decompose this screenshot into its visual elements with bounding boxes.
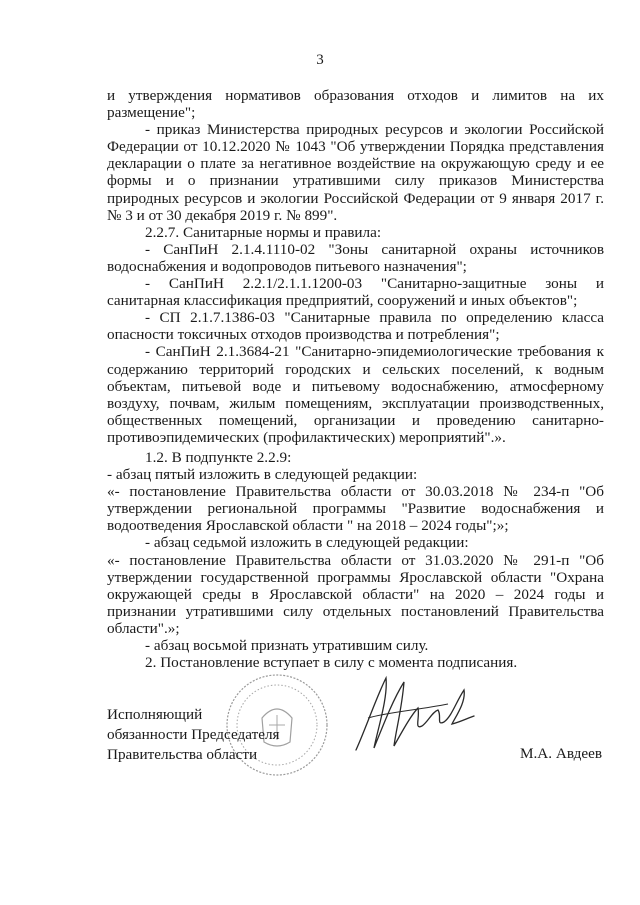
paragraph-12: «- постановление Правительства области от 31.03.2020 № 291-п "Об утверждении государственной программы Ярославской области "Охрана окружающей среды в Ярославской области" на 2020 – 2024 годы и признании утратившими силу отдельных постановлений Правительства области".»;: [107, 551, 604, 637]
signatory-title-block: [107, 705, 280, 765]
paragraph-4: - СанПиН 2.1.4.1110-02 "Зоны санитарной охраны источников водоснабжения и водопроводов питьевого назначения";: [107, 240, 604, 275]
paragraph-3: 2.2.7. Санитарные нормы и правила:: [145, 223, 382, 241]
paragraph-11: - абзац седьмой изложить в следующей редакции:: [145, 534, 469, 552]
paragraph-6: - СП 2.1.7.1386-03 "Санитарные правила по определению класса опасности токсичных отходов производства и потребления";: [107, 309, 604, 344]
paragraph-9: - абзац пятый изложить в следующей редакции:: [107, 466, 418, 484]
signatory-line-2: обязанности Председателя: [107, 726, 280, 743]
signatory-name: М.А. Авдеев: [520, 745, 603, 762]
handwritten-signature-icon: [348, 668, 478, 758]
signatory-line-1: Исполняющий: [107, 706, 203, 723]
paragraph-13: - абзац восьмой признать утратившим силу.: [145, 637, 429, 654]
paragraph-2: - приказ Министерства природных ресурсов и экологии Российской Федерации от 10.12.2020 № 1043 "Об утверждении Порядка представления декларации о плате за негативное воздействие на окружающую среду и ее формы и о признании утратившими силу приказов Министерства природных ресурсов и экологии Российской Федерации от 9 января 2017 г. № 3 и от 30 декабря 2019 г. № 899".: [107, 121, 604, 224]
paragraph-1: и утверждения нормативов образования отходов и лимитов на их размещение";: [107, 87, 604, 122]
paragraph-10: «- постановление Правительства области от 30.03.2018 № 234-п "Об утверждении региональной программы "Развитие водоснабжения и водоотведения Ярославской области " на 2018 – 2024 годы";»;: [107, 483, 604, 535]
paragraph-14: 2. Постановление вступает в силу с момента подписания.: [145, 654, 518, 672]
paragraph-5: - СанПиН 2.2.1/2.1.1.1200-03 "Санитарно-защитные зоны и санитарная классификация предприятий, сооружений и иных объектов";: [107, 275, 604, 310]
paragraph-7: - СанПиН 2.1.3684-21 "Санитарно-эпидемиологические требования к содержанию территорий городских и сельских поселений, к водным объектам, питьевой воде и питьевому водоснабжению, атмосферному воздуху, почвам, жилым помещениям, эксплуатации производственных, общественных помещений, организации и проведению санитарно-противоэпидемических (профилактических) мероприятий".».: [107, 343, 604, 446]
page-number: 3: [316, 52, 324, 68]
signatory-line-3: Правительства области: [107, 746, 258, 763]
document-body: [107, 87, 604, 671]
paragraph-8: 1.2. В подпункте 2.2.9:: [145, 448, 292, 466]
